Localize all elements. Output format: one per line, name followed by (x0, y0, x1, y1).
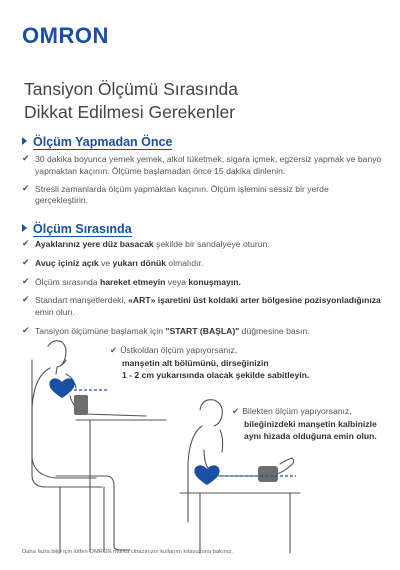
footer-note: Daha fazla bilgi için lütfen OMRON marka cihazınızın kullanım kılavuzuna bakınız. (22, 549, 234, 555)
wrist-callout: ✔ Bilekten ölçüm yapıyorsanız, bileğinizdeki manşetin kalbinizle aynı hizada olduğuna emin olun. (232, 406, 377, 441)
checklist-item-text: 30 dakika boyunca yemek yemek, alkol tüketmek, sigara içmek, egzersiz yapmak ve banyo yapmaktan kaçının. Ölçüme başlamadan önce 15 dakika dinlenin. (35, 154, 382, 176)
checklist-item-text: Tansiyon ölçümüne başlamak için (35, 325, 166, 336)
checklist-item-text: Avuç içiniz açık (35, 257, 99, 268)
check-icon: ✔ (232, 407, 240, 417)
omron-logo: OMRON (22, 23, 109, 48)
wrist-cuff (258, 466, 278, 482)
checklist-item-text: konuşmayın. (188, 276, 241, 287)
checklist-item-text: yukarı dönük (112, 257, 167, 268)
check-icon: ✔ (22, 257, 30, 268)
check-icon: ✔ (22, 325, 30, 336)
checklist-item-text: emin olun. (35, 307, 75, 318)
checklist-item-text: Ölçüm sırasında (35, 276, 100, 287)
checklist-item-text: Standart manşetlerdeki, (35, 295, 129, 306)
wrist-table (180, 493, 300, 553)
checklist-item-text: düğmesine basın. (239, 325, 310, 336)
heart-icon-2 (194, 465, 219, 485)
arm-cuff (74, 395, 88, 415)
check-icon: ✔ (22, 295, 30, 306)
checklist-item-text: şekilde bir sandalyeye oturun. (153, 239, 270, 249)
checklist-item-text: "START (BAŞLA)" (165, 325, 240, 336)
checklist-item-text: hareket etmeyin (99, 276, 166, 287)
check-icon: ✔ (110, 346, 118, 356)
heart-icon-1 (49, 378, 74, 398)
check-icon: ✔ (22, 183, 30, 194)
checklist-item-text: veya (165, 276, 189, 287)
seated-person-head (48, 341, 66, 374)
checklist-item-text: «ART» işaretini üst koldaki arter bölgesine pozisyonladığınıza (128, 295, 381, 306)
check-icon: ✔ (22, 239, 30, 249)
section-heading-before: Ölçüm Yapmadan Önce (22, 135, 172, 149)
upper-arm-callout: ✔ Üstkoldan ölçüm yapıyorsanız, manşetin alt bölümünü, dirseğinizin 1 - 2 cm yukarısında olacak şekilde sabitleyin. (110, 345, 310, 380)
checklist-item-text: Ayaklarınız yere düz basacak (35, 239, 154, 249)
section-heading-during: Ölçüm Sırasında (22, 222, 132, 236)
checklist-item-text: Stresli zamanlarda ölçüm yapmaktan kaçının. Ölçüm işlemini sessiz bir yerde gerçekleştirin. (35, 183, 329, 206)
checklist-item-text: olmalıdır. (166, 257, 204, 268)
wrist-person-head (200, 400, 222, 426)
title-line-1: Tansiyon Ölçümü Sırasında (24, 79, 238, 99)
table (76, 420, 166, 552)
check-icon: ✔ (22, 276, 30, 287)
checklist-item-text: ve (98, 257, 113, 268)
title-line-2: Dikkat Edilmesi Gerekenler (24, 102, 236, 122)
check-icon: ✔ (22, 154, 30, 164)
